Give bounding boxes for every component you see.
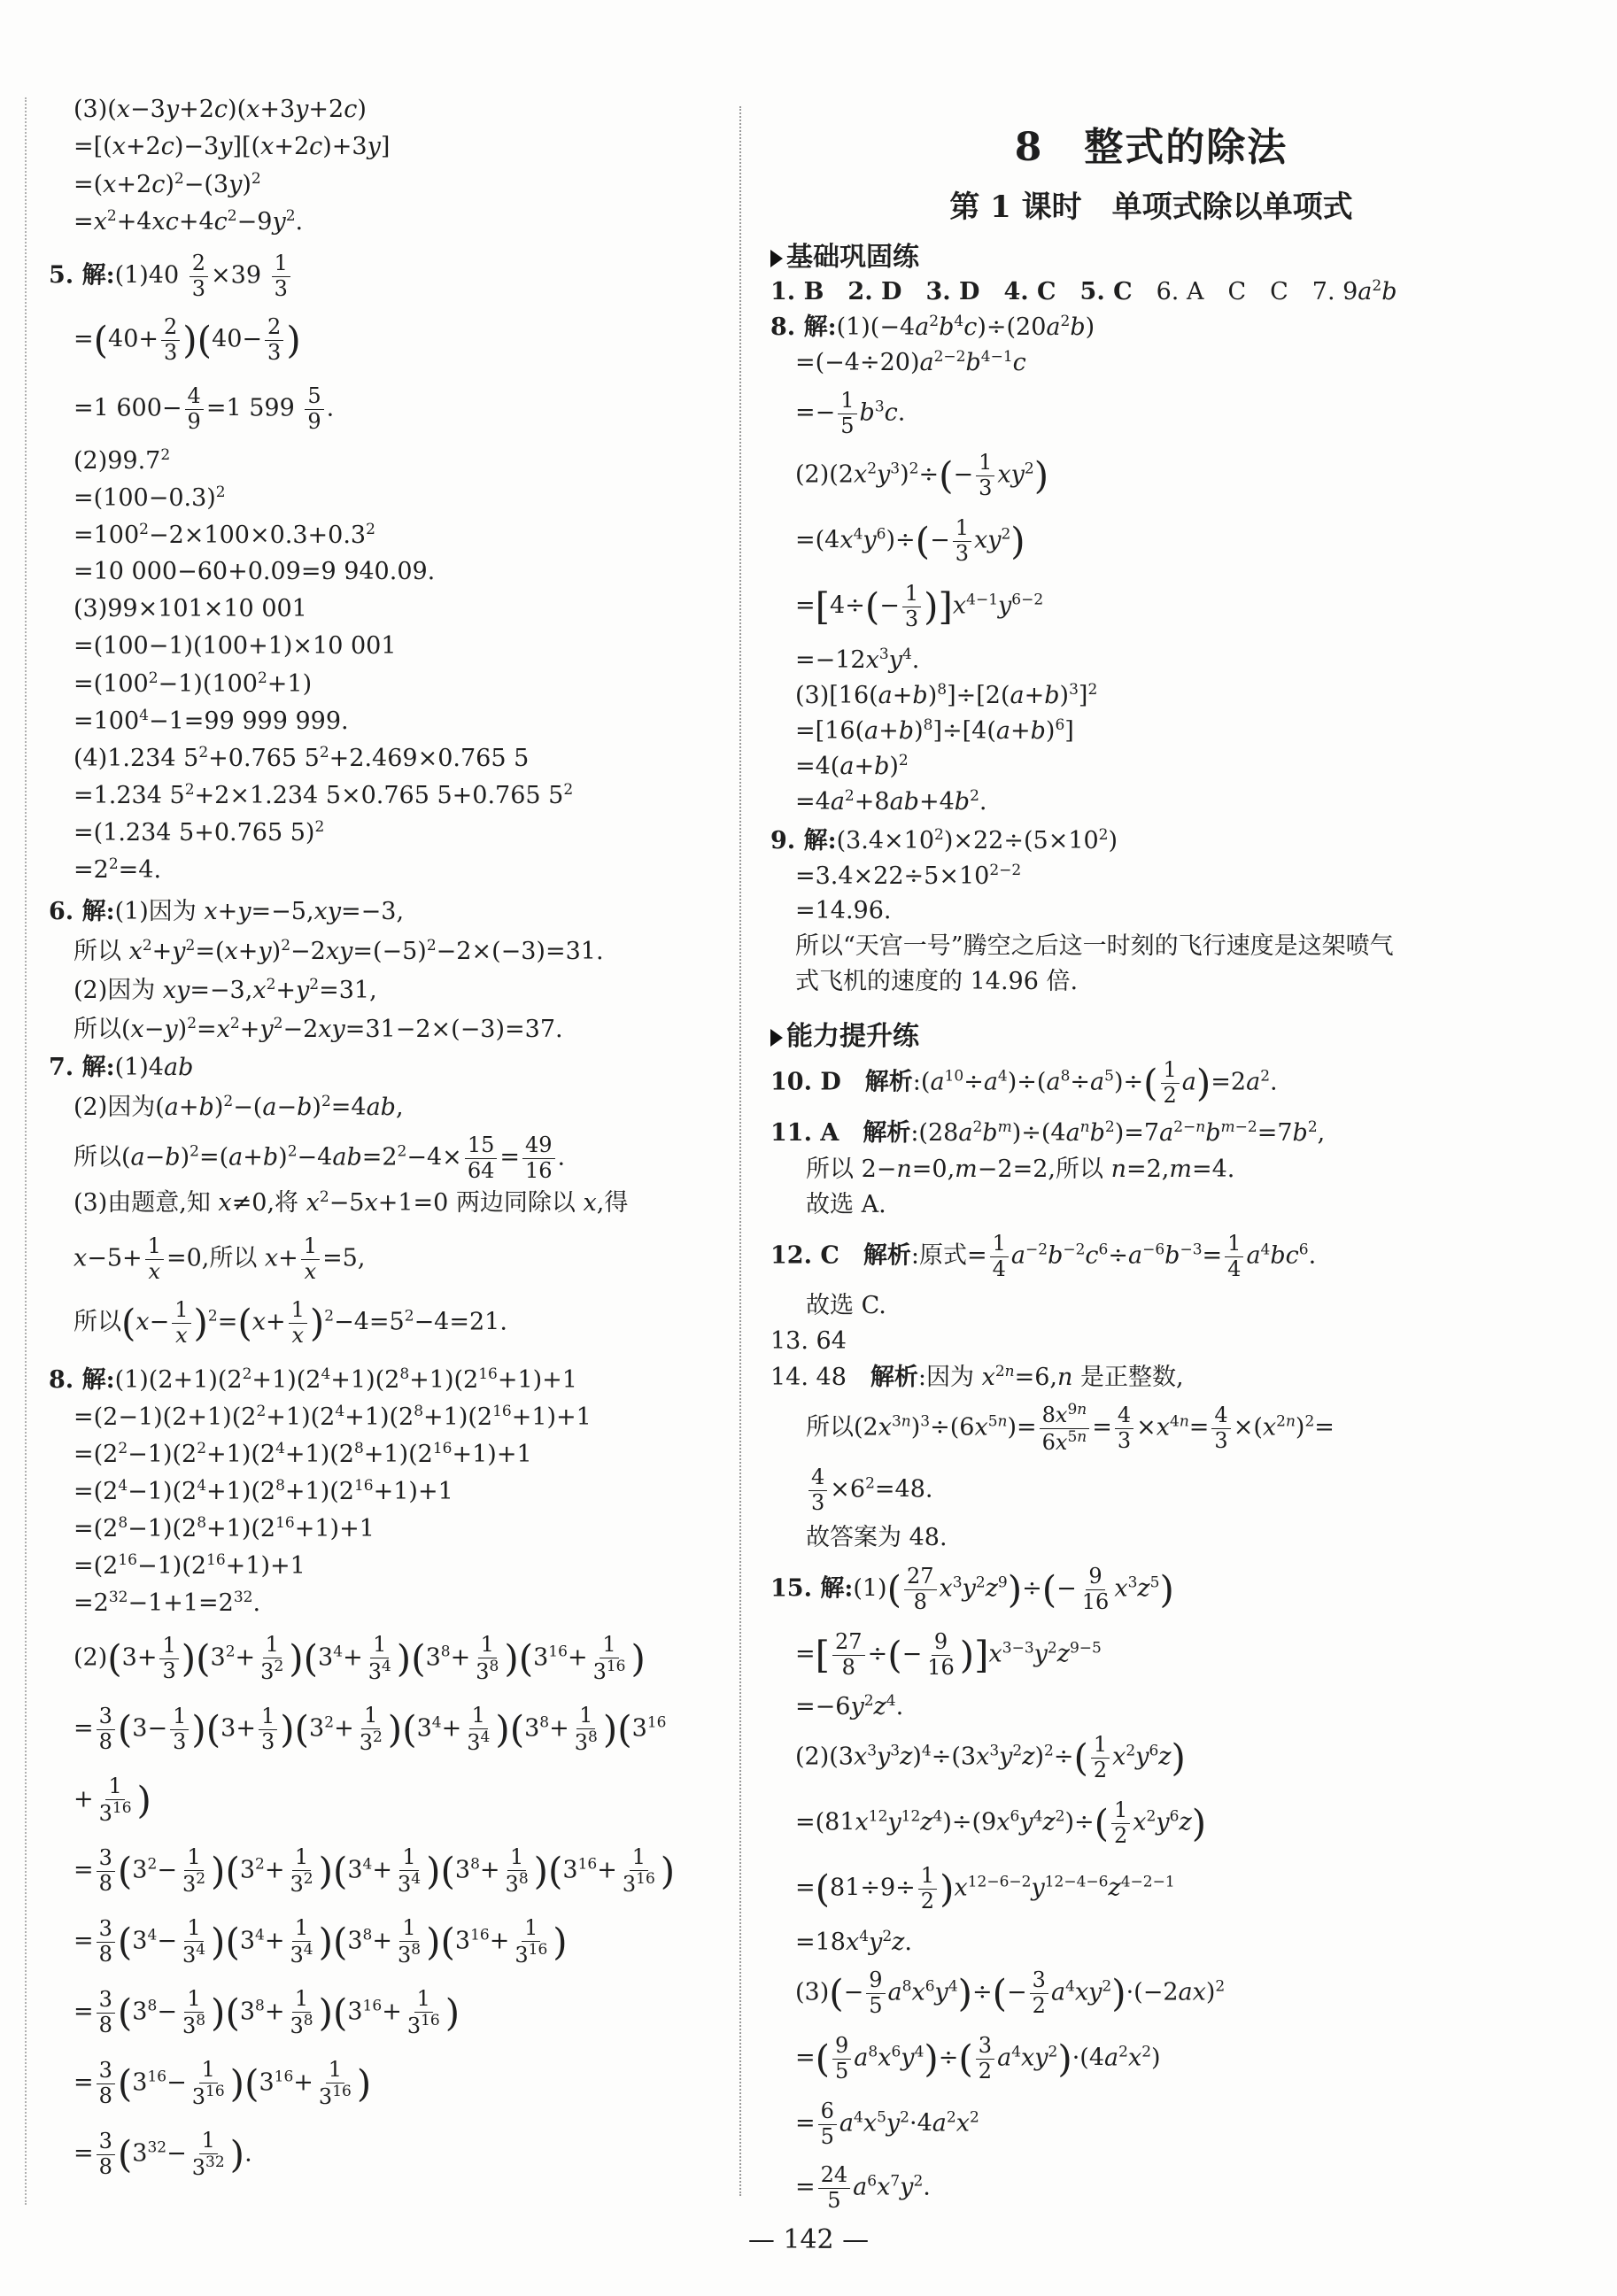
l-line: $=100^4-1=99$ 999 999.: [74, 707, 349, 735]
l-line: (2)(3+ $\frac{1}{3}$ )($3^2+$ $\frac{1}{3^2}$ )($3^4+$ $\frac{1}{3^4}$ )($3^8+$ $\frac{1}{3^8}$ )($3^{16}+$ $\frac{1}{3^{16}}$ ): [74, 1632, 646, 1684]
r-line: 故选 A.: [806, 1191, 886, 1218]
r-line: 15. 解:(1)( $\frac{27}{8}$ $x^3y^2z^9)\div(-$ $\frac{9}{16}$ $x^3z^5$): [770, 1564, 1174, 1614]
r-line: =[4÷(− $\frac{1}{3}$ )]$x^{4-1}y^{6-2}$: [795, 581, 1044, 631]
l-line: $=(2^{16}-1)(2^{16}+1)+1$: [74, 1551, 306, 1580]
r-line: $=(4x^4y^6)\div(-$ $\frac{1}{3}$ $xy^2$): [795, 515, 1025, 566]
l-line: =1.234 $5^2+2\times 1.234$ 5×0.765 5+0.765 $5^2$: [74, 781, 574, 809]
l-line: =(40+ $\frac{2}{3}$ )(40− $\frac{2}{3}$ ): [74, 314, 301, 365]
l-line: = $\frac{3}{8}$ ($3^4-$ $\frac{1}{3^4}$ )($3^4+$ $\frac{1}{3^4}$ )($3^8+$ $\frac{1}{3^8}$ )($3^{16}+$ $\frac{1}{3^{16}}$ ): [74, 1915, 568, 1967]
r-line: $(2)(3x^3y^3z)^4\div(3x^3y^2z)^2\div$( $\frac{1}{2}$ $x^2y^6z$): [795, 1732, 1186, 1782]
r-line: 12. C 解析:原式= $\frac{1}{4}$ $a^{-2}b^{-2}c^6\div a^{-6}b^{-3}=$ $\frac{1}{4}$ $a^4bc^6$.: [770, 1231, 1317, 1281]
l-line: =10 000−60+0.09=9 940.09.: [74, 558, 436, 585]
l-line: $=x^2+4xc+4c^2-9y^2$.: [74, 207, 304, 236]
l-line: $=(2-1)(2+1)(2^2+1)(2^4+1)(2^8+1)(2^{16}+1)+1$: [74, 1403, 592, 1431]
l-line: (2)99.7$^2$: [74, 446, 171, 475]
l-line: =(100−1)(100+1)×10 001: [74, 632, 397, 660]
l-line: 所以(x− $\frac{1}{x}$ )$^2$=(x+ $\frac{1}{x}$ )$^2-4=5^2-4=21$.: [74, 1297, 507, 1348]
section-label: 能力提升练: [786, 1021, 919, 1052]
r-line: = $\frac{6}{5}$ $a^4x^5y^2\cdot 4a^2x^2$: [795, 2099, 979, 2149]
l-line: (4)1.234 $5^2+0.765$ $5^2+2.469\times 0.765$ 5: [74, 744, 530, 772]
lesson-title: 第 1 课时 单项式除以单项式: [949, 189, 1353, 225]
r-line: = $\frac{24}{5}$ $a^6x^7y^2$.: [795, 2162, 931, 2213]
r-line: $=[16(a+b)^8]\div[4(a+b)^6]$: [795, 716, 1074, 745]
left-column: [49, 97, 722, 2199]
l-line: $=2^{32}-1+1=2^{32}$.: [74, 1589, 261, 1617]
r-line: $=3.4\times 22\div 5\times 10^{2-2}$: [795, 862, 1022, 890]
r-line: 式飞机的速度的 14.96 倍.: [795, 968, 1079, 995]
l-line: $=(100-0.3)^2$: [74, 483, 226, 512]
l-line: $=(2^2-1)(2^2+1)(2^4+1)(2^8+1)(2^{16}+1)+1$: [74, 1440, 532, 1468]
l-line: 所以$(x-y)^2=x^2+y^2-2xy=31-2\times(-3)=37$.: [74, 1015, 563, 1043]
l-line: 6. 解:(1)因为 x+y=−5,xy=−3,: [49, 898, 405, 925]
section-heading-basic: [770, 235, 1532, 274]
r-line: 14. 48 解析:因为 $x^{2n}=6,n$ 是正整数,: [770, 1363, 1184, 1391]
r-line: 所以“天宫一号”腾空之后这一时刻的飞行速度是这架喷气: [795, 932, 1394, 960]
r-line: $=-6y^2z^4$.: [795, 1692, 904, 1720]
r-line: =− $\frac{1}{5}$ $b^3c$.: [795, 388, 906, 438]
r-line: (3)(− $\frac{9}{5}$ $a^8x^6y^4)\div(-$ $\frac{3}{2}$ $a^4xy^2)\cdot(-2ax)^2$: [795, 1967, 1226, 2018]
r-line: 8. 解$:(1)(-4a^2b^4c)\div(20a^2b)$: [770, 313, 1095, 341]
chapter-title: 8 整式的除法: [1014, 125, 1288, 170]
r-line: 1. B 2. D 3. D 4. C 5. C 6. A C C 7. $9a^2b$: [770, 277, 1397, 305]
l-line: 所以$(a-b)^2=(a+b)^2-4ab=2^2-4\times$ $\frac{15}{64}$ = $\frac{49}{16}$ .: [74, 1133, 566, 1183]
r-line: 故答案为 48.: [806, 1524, 948, 1551]
l-line: =(1.234 5+0.765 5)$^2$: [74, 818, 325, 847]
l-line: = $\frac{3}{8}$ ($3^2-$ $\frac{1}{3^2}$ )($3^2+$ $\frac{1}{3^2}$ )($3^4+$ $\frac{1}{3^4}$ )($3^8+$ $\frac{1}{3^8}$ )($3^{16}+$ $\frac{1}{3^{16}}$ ): [74, 1844, 676, 1897]
section-label: 基础巩固练: [786, 242, 919, 273]
r-line: 13. 64: [770, 1327, 847, 1355]
l-line: (2)因为$(a+b)^2-(a-b)^2=4ab$,: [74, 1093, 404, 1121]
l-line: 所以 $x^2+y^2=(x+y)^2-2xy=(-5)^2-2\times(-3)=31$.: [74, 937, 604, 965]
triangle-icon: [770, 250, 783, 267]
r-line: $=4a^2+8ab+4b^2$.: [795, 787, 987, 816]
r-line: 所以$(2x^{3n})^3\div(6x^{5n})=$ $\frac{8x^{9n}}{6x^{5n}}$ = $\frac{4}{3}$ $\times x^{4n}=$ $\frac{4}{3}$ $\times(x^{2n})^2=$: [806, 1401, 1335, 1455]
r-line: $=(-4\div 20)a^{2-2}b^{4-1}c$: [795, 348, 1026, 376]
r-line: =14.96.: [795, 897, 892, 924]
r-line: $(2)(2x^2y^3)^2\div(-$ $\frac{1}{3}$ $xy^2$): [795, 450, 1049, 500]
r-line: =( $\frac{9}{5}$ $a^8x^6y^4)\div$( $\frac{3}{2}$ $a^4xy^2)\cdot(4a^2x^2)$: [795, 2033, 1161, 2083]
r-line: $=(81x^{12}y^{12}z^4)\div(9x^6y^4z^2)\div$( $\frac{1}{2}$ $x^2y^6z$): [795, 1797, 1207, 1848]
l-line: x−5+ $\frac{1}{x}$ =0,所以 x+ $\frac{1}{x}$ =5,: [74, 1233, 366, 1284]
l-line: $=(100^2-1)(100^2+1)$: [74, 669, 313, 698]
r-line: 所以 2−n=0,m−2=2,所以 n=2,m=4.: [806, 1156, 1235, 1183]
r-line: $\frac{4}{3}$ $\times 6^2=48$.: [770, 1465, 1532, 1526]
l-line: 5. 解:(1)40 $\frac{2}{3}$ ×39 $\frac{1}{3}$: [49, 251, 722, 315]
r-line: $=4(a+b)^2$: [795, 752, 909, 780]
r-line: 9. 解$:(3.4\times 10^2)\times 22\div(5\times 10^2)$: [770, 826, 1118, 854]
r-line: $=18x^4y^2z$.: [795, 1928, 912, 1956]
r-line: =[ $\frac{27}{8}$ ÷(− $\frac{9}{16}$ )]$x^{3-3}y^2z^{9-5}$: [795, 1629, 1102, 1680]
l-line: (3)99×101×10 001: [74, 595, 307, 622]
l-line: = $\frac{3}{8}$ ($3^8-$ $\frac{1}{3^8}$ )($3^8+$ $\frac{1}{3^8}$ )($3^{16}+$ $\frac{1}{3^{16}}$ ): [74, 1986, 460, 2038]
l-line: $=(x+2c)^2-(3y)^2$: [74, 170, 261, 198]
l-line: (2)因为 $xy=-3,x^2+y^2=31$,: [74, 976, 377, 1004]
l-line: = $\frac{3}{8}$ ($3^{32}-$ $\frac{1}{3^{32}}$ ).: [74, 2128, 252, 2180]
l-line: =1 600− $\frac{4}{9}$ =1 599 $\frac{5}{9}$ .: [74, 383, 335, 434]
l-line: + $\frac{1}{3^{16}}$ ): [74, 1774, 151, 1826]
right-column: [770, 97, 1532, 2227]
l-line: = $\frac{3}{8}$ ($3^{16}-$ $\frac{1}{3^{16}}$ )($3^{16}+$ $\frac{1}{3^{16}}$ ): [74, 2057, 372, 2109]
l-line: $=(2^4-1)(2^4+1)(2^8+1)(2^{16}+1)+1$: [74, 1477, 453, 1505]
r-line: $(3)[16(a+b)^8]\div[2(a+b)^3]^2$: [795, 681, 1098, 709]
l-line: =[(x+2c)−3y][(x+2c)+3y]: [74, 133, 391, 160]
l-line: 7. 解:(1)4ab: [49, 1054, 194, 1081]
column-divider: [739, 106, 741, 2196]
l-line: $=100^2-2\times 100\times 0.3+0.3^2$: [74, 521, 375, 549]
left-margin-dotted-line: [25, 97, 27, 2205]
triangle-icon: [770, 1029, 783, 1047]
l-line: (3)由题意,知 x≠0,将 $x^2-5x+1=0$ 两边同除以 x,得: [74, 1188, 629, 1217]
section-heading-advanced: [770, 1014, 1532, 1053]
r-line: 10. D 解析$:(a^{10}\div a^4)\div(a^8\div a^5)\div$( $\frac{1}{2}$ $a)=2a^2$.: [770, 1057, 1278, 1108]
r-line: 故选 C.: [806, 1292, 886, 1319]
l-line: = $\frac{3}{8}$ (3− $\frac{1}{3}$ )(3+ $\frac{1}{3}$ )($3^2+$ $\frac{1}{3^2}$ )($3^4+$ $\frac{1}{3^4}$ )($3^8+$ $\frac{1}{3^8}$ )($3^{16}$: [74, 1703, 667, 1755]
page-number: — 142 —: [747, 2224, 870, 2255]
r-line: =(81÷9÷ $\frac{1}{2}$ )$x^{12-6-2}y^{12-4-6}z^{4-2-1}$: [795, 1863, 1175, 1913]
l-line: $=(2^8-1)(2^8+1)(2^{16}+1)+1$: [74, 1514, 375, 1542]
l-line: 8. 解$:(1)(2+1)(2^2+1)(2^4+1)(2^8+1)(2^{16}+1)+1$: [49, 1365, 577, 1394]
l-line: (3)(x−3y+2c)(x+3y+2c): [74, 96, 367, 123]
r-line: 11. A 解析$:(28a^2b^m)\div(4a^nb^2)=7a^{2-n}b^{m-2}=7b^2$,: [770, 1118, 1326, 1147]
l-line: $=2^2=4$.: [74, 855, 162, 884]
r-line: $=-12x^3y^4$.: [795, 646, 920, 674]
